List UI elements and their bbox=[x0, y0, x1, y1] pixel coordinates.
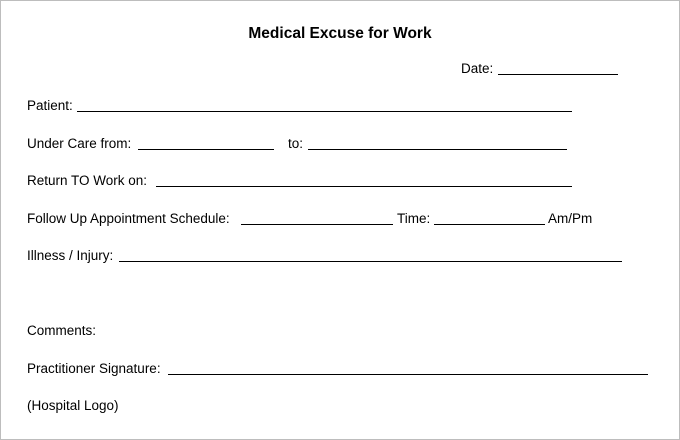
follow-up-field[interactable] bbox=[241, 224, 393, 225]
patient-label: Patient: bbox=[27, 98, 73, 113]
signature-label: Practitioner Signature: bbox=[27, 361, 161, 376]
under-care-from-field[interactable] bbox=[138, 149, 274, 150]
date-field[interactable] bbox=[498, 74, 618, 75]
illness-injury-label: Illness / Injury: bbox=[27, 248, 114, 263]
follow-up-label: Follow Up Appointment Schedule: bbox=[27, 211, 230, 226]
form-title: Medical Excuse for Work bbox=[248, 25, 432, 42]
return-to-work-label: Return TO Work on: bbox=[27, 173, 148, 188]
illness-injury-field[interactable] bbox=[119, 261, 622, 262]
under-care-to-field[interactable] bbox=[308, 149, 567, 150]
under-care-from-label: Under Care from: bbox=[27, 136, 132, 151]
am-pm-label: Am/Pm bbox=[548, 211, 593, 226]
time-label: Time: bbox=[397, 211, 431, 226]
date-label: Date: bbox=[461, 61, 494, 76]
under-care-to-label: to: bbox=[288, 136, 304, 151]
time-field[interactable] bbox=[434, 224, 545, 225]
comments-label: Comments: bbox=[27, 323, 97, 338]
return-to-work-field[interactable] bbox=[156, 186, 572, 187]
signature-field[interactable] bbox=[168, 374, 648, 375]
hospital-logo-placeholder: (Hospital Logo) bbox=[27, 398, 119, 413]
patient-field[interactable] bbox=[77, 111, 572, 112]
